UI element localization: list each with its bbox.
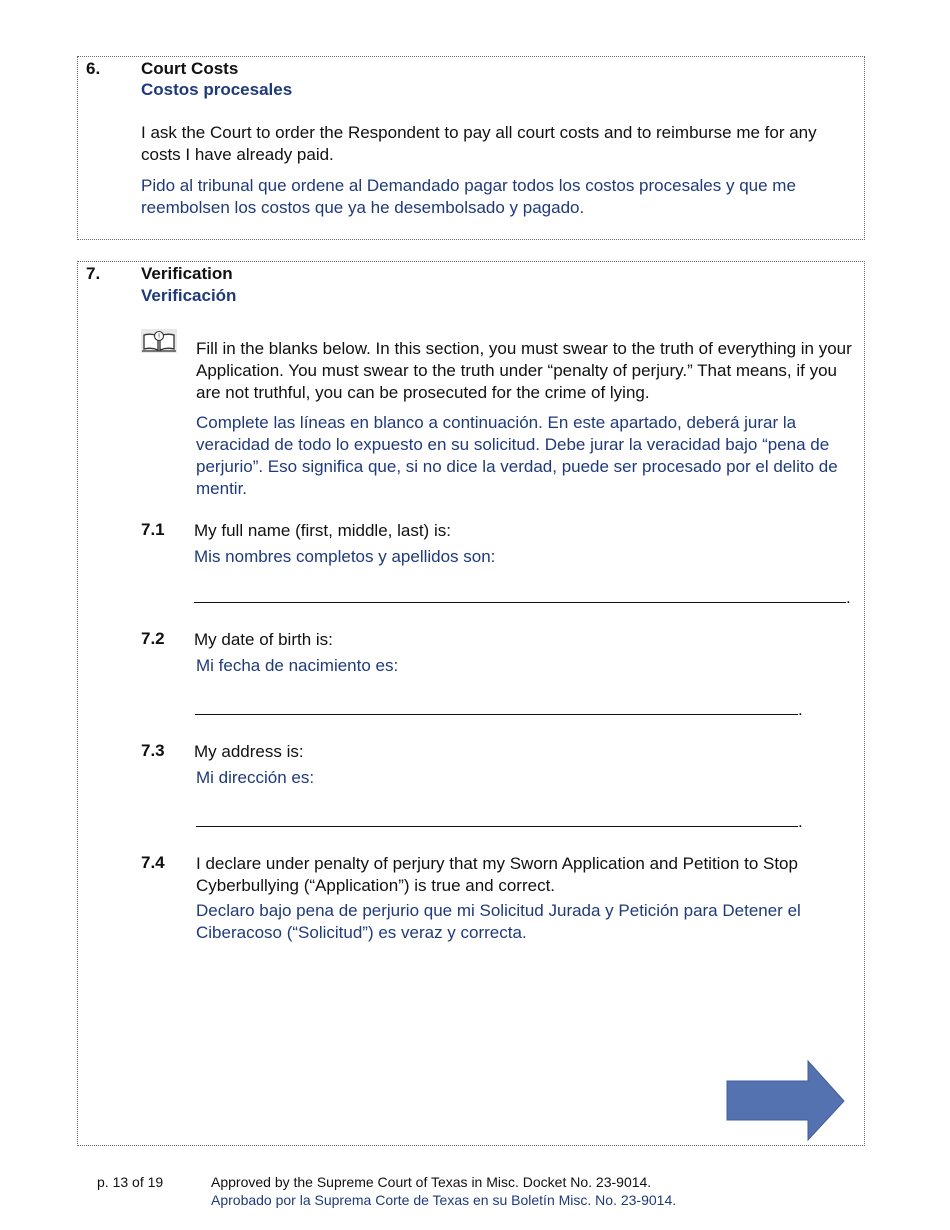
page-number: p. 13 of 19 <box>97 1174 164 1190</box>
line-period: . <box>798 700 803 719</box>
declaration-text-es: Declaro bajo pena de perjurio que mi Solicitud Jurada y Petición para Detener el Ciberacoso (“Solicitud”) es veraz y correcta. <box>196 901 801 942</box>
date-of-birth-field[interactable] <box>195 698 803 720</box>
verification-intro-en: Fill in the blanks below. In this section, you must swear to the truth of everything in your Application. You must swear to the truth under “penalty of perjury.” That means, if you are not truthful, you can be prosecuted for the crime of lying. <box>196 339 852 402</box>
date-of-birth-label-es: Mi fecha de nacimiento es: <box>196 656 399 675</box>
section-number: 7. <box>86 264 101 283</box>
item-number: 7.2 <box>141 629 165 648</box>
section-title-es: Costos procesales <box>141 80 293 99</box>
info-book-icon <box>141 329 177 353</box>
item-number: 7.1 <box>141 520 165 539</box>
full-name-input-line[interactable] <box>194 586 846 603</box>
approval-note-en: Approved by the Supreme Court of Texas in Misc. Docket No. 23-9014. <box>211 1174 652 1190</box>
verification-intro-es: Complete las líneas en blanco a continuación. En este apartado, deberá jurar la veracidad de todo lo expuesto en su solicitud. Debe jurar la veracidad bajo “pena de perjurio”. Eso significa que, si no dice la verdad, puede ser procesado por el delito de mentir. <box>196 413 838 498</box>
section-title-en: Verification <box>141 264 233 283</box>
section-title-en: Court Costs <box>141 59 239 78</box>
section-number: 6. <box>86 59 101 78</box>
item-number: 7.3 <box>141 741 165 760</box>
item-number: 7.4 <box>141 853 165 872</box>
svg-text:!: ! <box>157 332 161 341</box>
section-verification <box>77 261 865 1146</box>
line-period: . <box>798 812 803 831</box>
date-of-birth-input-line[interactable] <box>195 698 798 715</box>
section-court-costs <box>77 56 865 240</box>
line-period: . <box>846 588 851 607</box>
address-label-es: Mi dirección es: <box>196 768 315 787</box>
declaration-text-en: I declare under penalty of perjury that my Sworn Application and Petition to Stop Cyberbullying (“Application”) is true and correct. <box>196 854 798 895</box>
address-field[interactable] <box>196 810 803 832</box>
next-page-arrow-icon[interactable] <box>726 1060 846 1142</box>
full-name-label-en: My full name (first, middle, last) is: <box>194 521 451 540</box>
address-label-en: My address is: <box>194 742 304 761</box>
court-costs-text-en: I ask the Court to order the Respondent to pay all court costs and to reimburse me for any costs I have already paid. <box>141 123 817 164</box>
approval-note-es: Aprobado por la Suprema Corte de Texas en su Boletín Misc. No. 23-9014. <box>211 1192 677 1208</box>
date-of-birth-label-en: My date of birth is: <box>194 630 333 649</box>
full-name-label-es: Mis nombres completos y apellidos son: <box>194 547 496 566</box>
full-name-field[interactable] <box>194 586 851 608</box>
section-title-es: Verificación <box>141 286 237 305</box>
address-input-line[interactable] <box>196 810 798 827</box>
court-costs-text-es: Pido al tribunal que ordene al Demandado pagar todos los costos procesales y que me reembolsen los costos que ya he desembolsado y pagado. <box>141 176 796 217</box>
